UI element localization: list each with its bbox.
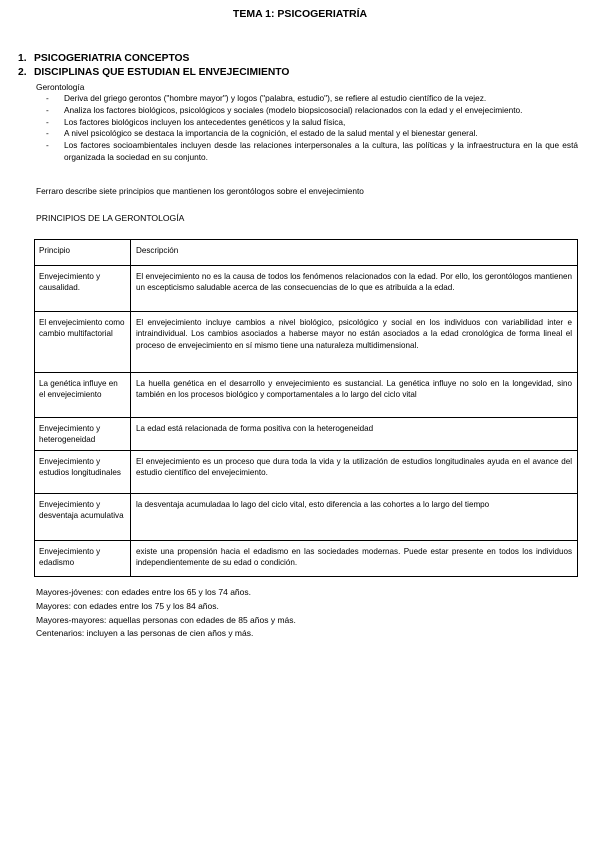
section-label: PSICOGERIATRIA CONCEPTOS (34, 53, 190, 64)
list-item: - Analiza los factores biológicos, psicológicos y sociales (modelo biopsicosocial) relacionados con la edad y el envejecimiento. (46, 104, 523, 115)
header-cell-descripcion: Descripción (131, 240, 578, 266)
list-item: - A nivel psicológico se destaca la importancia de la cognición, el estado de la salud mental y el bienestar general. (46, 128, 478, 139)
description-cell: la desventaja acumuladaa lo lago del ciclo vital, esto diferencia a las cohortes a lo largo del tiempo (131, 494, 578, 541)
table-row (35, 418, 578, 451)
header-cell-principio: Principio (35, 240, 131, 266)
table-header-row (35, 240, 578, 266)
principle-cell: El envejecimiento como cambio multifactorial (35, 312, 131, 373)
principle-cell: La genética influye en el envejecimiento (35, 373, 131, 418)
section-heading-2 (18, 67, 289, 78)
principle-cell: Envejecimiento y causalidad. (35, 266, 131, 312)
description-cell: existe una propensión hacia el edadismo en las sociedades modernas. Puede estar presente en todos los individuos independientemente de su edad o condición. (131, 541, 578, 577)
principle-cell: Envejecimiento y estudios longitudinales (35, 451, 131, 494)
table-row (35, 266, 578, 312)
list-item: - Los factores biológicos incluyen los antecedentes genéticos y la salud física, (46, 116, 346, 127)
principle-cell: Envejecimiento y desventaja acumulativa (35, 494, 131, 541)
section-number: 1. (18, 53, 27, 64)
table-row (35, 451, 578, 494)
bullet-list (36, 93, 578, 164)
principles-table (34, 239, 578, 577)
principle-cell: Envejecimiento y edadismo (35, 541, 131, 577)
description-cell: El envejecimiento incluye cambios a nivel biológico, psicológico y social en los individuos con variabilidad inter e intraindividual. Los cambios asociados a haberse mayor no están asociados a la edad cronológica de forma lineal el proceso de envejecimiento en sí mismo tiene una naturaleza multidimensional. (131, 312, 578, 373)
description-cell: La huella genética en el desarrollo y envejecimiento es sustancial. La genética influye no solo en la longevidad, sino también en los procesos biológico y comportamentales a lo largo del ciclo vital (131, 373, 578, 418)
age-group-line: Mayores: con edades entre los 75 y los 84 años. (36, 600, 219, 611)
principles-title: PRINCIPIOS DE LA GERONTOLOGÍA (36, 213, 185, 223)
description-cell: La edad está relacionada de forma positiva con la heterogeneidad (131, 418, 578, 451)
age-group-line: Mayores-mayores: aquellas personas con edades de 85 años y más. (36, 614, 296, 625)
section-label: DISCIPLINAS QUE ESTUDIAN EL ENVEJECIMIENTO (34, 67, 290, 78)
subheading-gerontologia: Gerontología (36, 82, 85, 92)
age-groups-list (36, 586, 296, 641)
table-row (35, 541, 578, 577)
description-cell: El envejecimiento es un proceso que dura toda la vida y la utilización de estudios longitudinales ayuda en el avance del estudio científico del envejecimiento. (131, 451, 578, 494)
age-group-line: Centenarios: incluyen a las personas de cien años y más. (36, 628, 254, 639)
table-row (35, 494, 578, 541)
description-cell: El envejecimiento no es la causa de todos los fenómenos relacionados con la edad. Por ello, los gerontólogos mantienen un escepticismo saludable acerca de las consecuencias de lo que es atribuida a la edad. (131, 266, 578, 312)
age-group-line: Mayores-jóvenes: con edades entre los 65 y los 74 años. (36, 587, 251, 597)
principle-cell: Envejecimiento y heterogeneidad (35, 418, 131, 451)
ferraro-paragraph: Ferraro describe siete principios que mantienen los gerontólogos sobre el envejecimiento (36, 186, 364, 196)
section-heading-1 (18, 53, 189, 64)
table-row (35, 373, 578, 418)
section-number: 2. (18, 67, 27, 78)
table-row (35, 312, 578, 373)
list-item: - Deriva del griego gerontos ("hombre mayor") y logos ("palabra, estudio"), se refiere al estudio científico de la vejez. (46, 93, 487, 103)
list-item: - Los factores socioambientales incluyen desde las relaciones interpersonales a la cultura, las políticas y la infraestructura en la que está organizada la sociedad en su conjunto. (46, 140, 578, 162)
page-title: TEMA 1: PSICOGERIATRÍA (232, 8, 368, 20)
